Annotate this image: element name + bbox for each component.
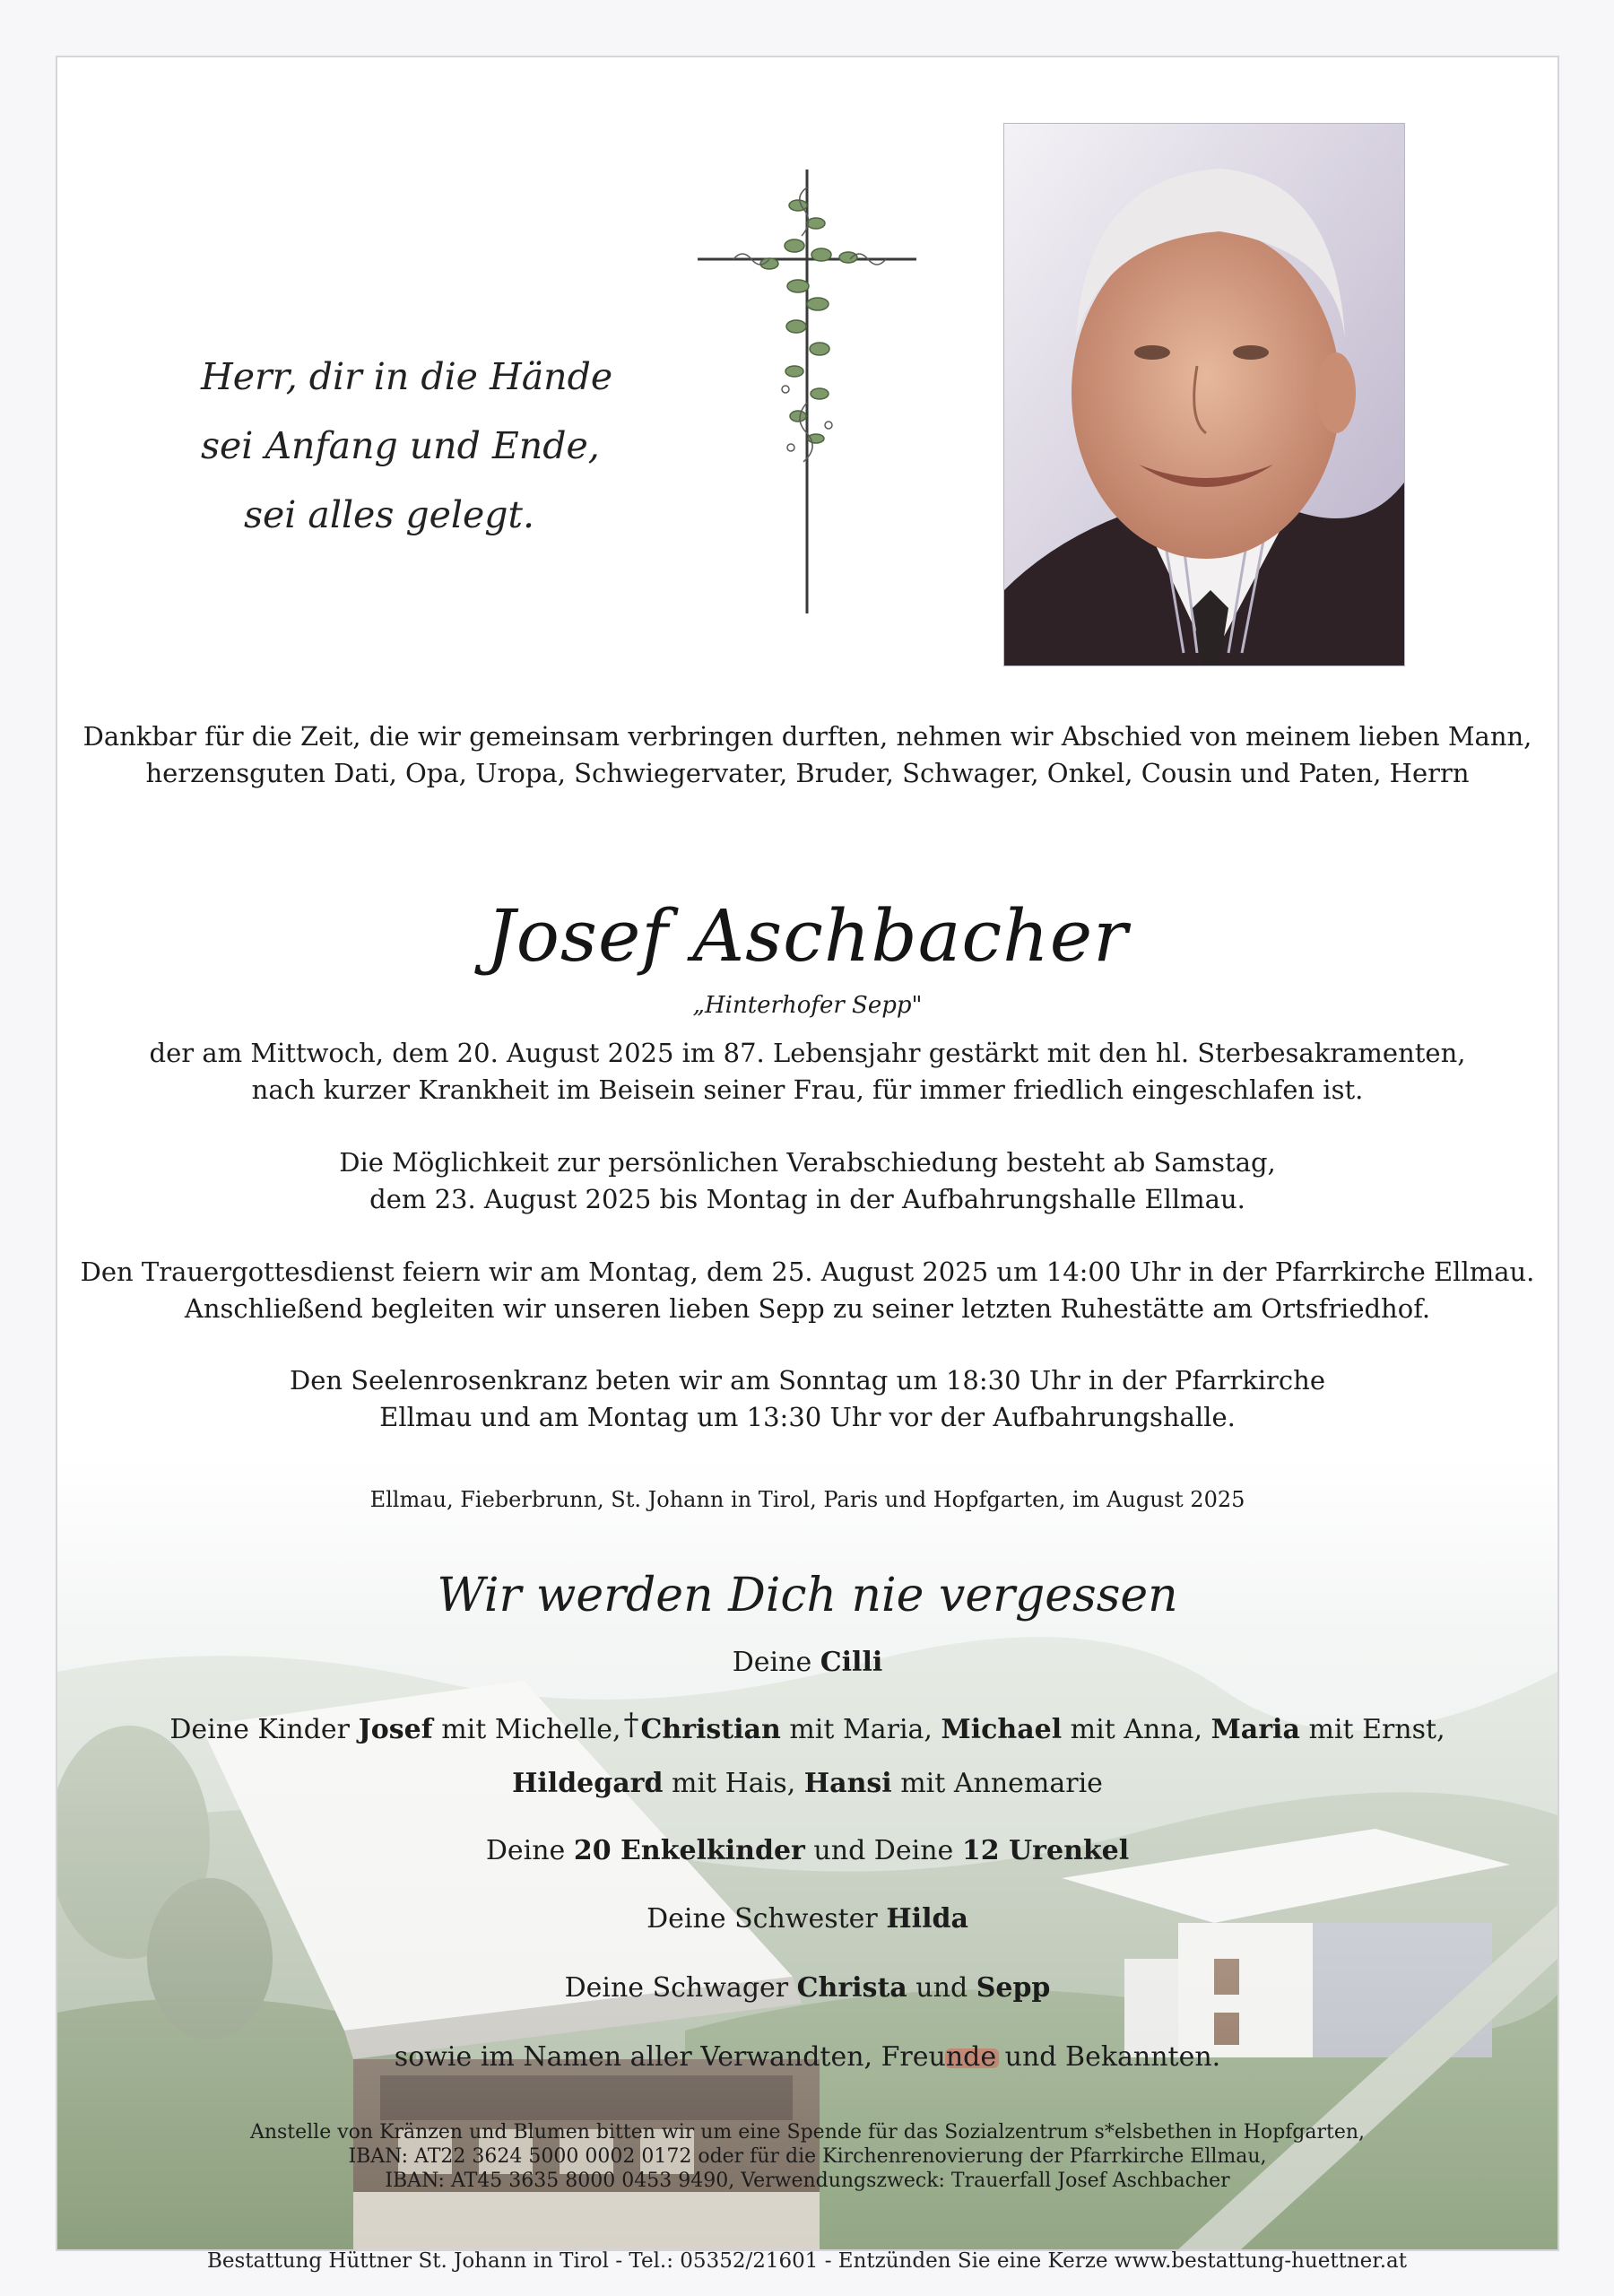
family-closing: sowie im Namen aller Verwandten, Freunde und Bekannten. [394, 2041, 1221, 2073]
places-and-date: Ellmau, Fieberbrunn, St. Johann in Tirol, Paris und Hopfgarten, im August 2025 [369, 1487, 1245, 1512]
family-name: Hilda [886, 1903, 968, 1935]
motto: Wir werden Dich nie vergessen [437, 1569, 1178, 1622]
family-spouse: mit Hais, [672, 1768, 796, 1799]
family-wife [57, 1645, 1558, 1681]
paragraph-line: Den Trauergottesdienst feiern wir am Montag, dem 25. August 2025 um 14:00 Uhr in der Pfarrkirche Ellmau. [80, 1257, 1535, 1287]
family-children-line-1 [57, 1707, 1558, 1748]
intro-line: Dankbar für die Zeit, die wir gemeinsam verbringen durften, nehmen wir Abschied von meinem lieben Mann, [82, 721, 1532, 752]
family-prefix: Deine Schwager [564, 1972, 789, 2004]
family-prefix: und [915, 1972, 968, 2004]
paragraph-line: dem 23. August 2025 bis Montag in der Aufbahrungshalle Ellmau. [369, 1184, 1245, 1214]
family-spouse: mit Maria, [789, 1714, 933, 1745]
family-sister [57, 1901, 1558, 1937]
family-spouse: mit Michelle, [441, 1714, 621, 1745]
family-inlaws [57, 1970, 1558, 2006]
footer: Bestattung Hüttner St. Johann in Tirol - Tel.: 05352/21601 - Entzünden Sie eine Kerze www.bestattung-huettner.at [206, 2249, 1407, 2273]
bible-verse [201, 343, 613, 550]
family-prefix: und Deine [813, 1835, 954, 1866]
deceased-name: Josef Aschbacher [486, 894, 1129, 978]
family-name: Christian [640, 1714, 781, 1745]
paragraph-line: Anschließend begleiten wir unseren lieben Sepp zu seiner letzten Ruhestätte am Ortsfriedhof. [184, 1293, 1431, 1324]
ivy-cross-icon [698, 170, 916, 672]
obituary-card [56, 56, 1559, 2251]
paragraph-line: Die Möglichkeit zur persönlichen Verabschiedung besteht ab Samstag, [339, 1147, 1276, 1178]
family-children-line-2 [57, 1766, 1558, 1802]
family-name: Hansi [803, 1768, 892, 1799]
family-prefix: Deine [485, 1835, 566, 1866]
intro-text [57, 718, 1558, 792]
family-name: Sepp [976, 1972, 1051, 2004]
family-prefix: Deine Schwester [646, 1903, 878, 1935]
rosary-paragraph [57, 1362, 1558, 1436]
deceased-nickname: „Hinterhofer Sepp" [692, 992, 923, 1019]
family-grandchildren [57, 1833, 1558, 1869]
portrait-photo [1003, 123, 1405, 666]
farewell-paragraph [57, 1144, 1558, 1218]
intro-line: herzensguten Dati, Opa, Uropa, Schwiegervater, Bruder, Schwager, Onkel, Cousin und Paten, Herrn [145, 758, 1470, 788]
deceased-cross-icon: † [623, 1707, 639, 1743]
donation-line: IBAN: AT45 3635 8000 0453 9490, Verwendungszweck: Trauerfall Josef Aschbacher [385, 2170, 1230, 2192]
funeral-service-paragraph [57, 1254, 1558, 1327]
donation-line: Anstelle von Kränzen und Blumen bitten wir um eine Spende für das Sozialzentrum s*elsbethen in Hopfgarten, [249, 2121, 1366, 2144]
paragraph-line: Den Seelenrosenkranz beten wir am Sonntag um 18:30 Uhr in der Pfarrkirche [289, 1365, 1325, 1396]
family-spouse: mit Annemarie [900, 1768, 1103, 1799]
verse-line: sei Anfang und Ende, [201, 424, 600, 467]
family-prefix: Deine Kinder [169, 1714, 351, 1745]
family-name: Hildegard [512, 1768, 664, 1799]
family-name: Michael [941, 1714, 1063, 1745]
family-spouse: mit Ernst, [1308, 1714, 1445, 1745]
family-name: Christa [796, 1972, 907, 2004]
donation-note [57, 2120, 1558, 2193]
family-spouse: mit Anna, [1070, 1714, 1203, 1745]
paragraph-line: der am Mittwoch, dem 20. August 2025 im 87. Lebensjahr gestärkt mit den hl. Sterbesakramenten, [149, 1038, 1466, 1068]
family-name: 20 Enkelkinder [573, 1835, 805, 1866]
family-name: Josef [358, 1714, 433, 1745]
family-name: 12 Urenkel [961, 1835, 1130, 1866]
paragraph-line: Ellmau und am Montag um 13:30 Uhr vor der Aufbahrungshalle. [379, 1402, 1236, 1432]
paragraph-line: nach kurzer Krankheit im Beisein seiner Frau, für immer friedlich eingeschlafen ist. [251, 1074, 1364, 1105]
death-notice-paragraph [57, 1035, 1558, 1109]
family-name: Cilli [820, 1647, 883, 1678]
donation-line: IBAN: AT22 3624 5000 0002 0172 oder für die Kirchenrenovierung der Pfarrkirche Ellmau, [348, 2145, 1267, 2168]
verse-line: Herr, dir in die Hände [201, 355, 613, 398]
family-name: Maria [1210, 1714, 1300, 1745]
verse-line: sei alles gelegt. [243, 493, 535, 536]
family-prefix: Deine [732, 1647, 812, 1678]
